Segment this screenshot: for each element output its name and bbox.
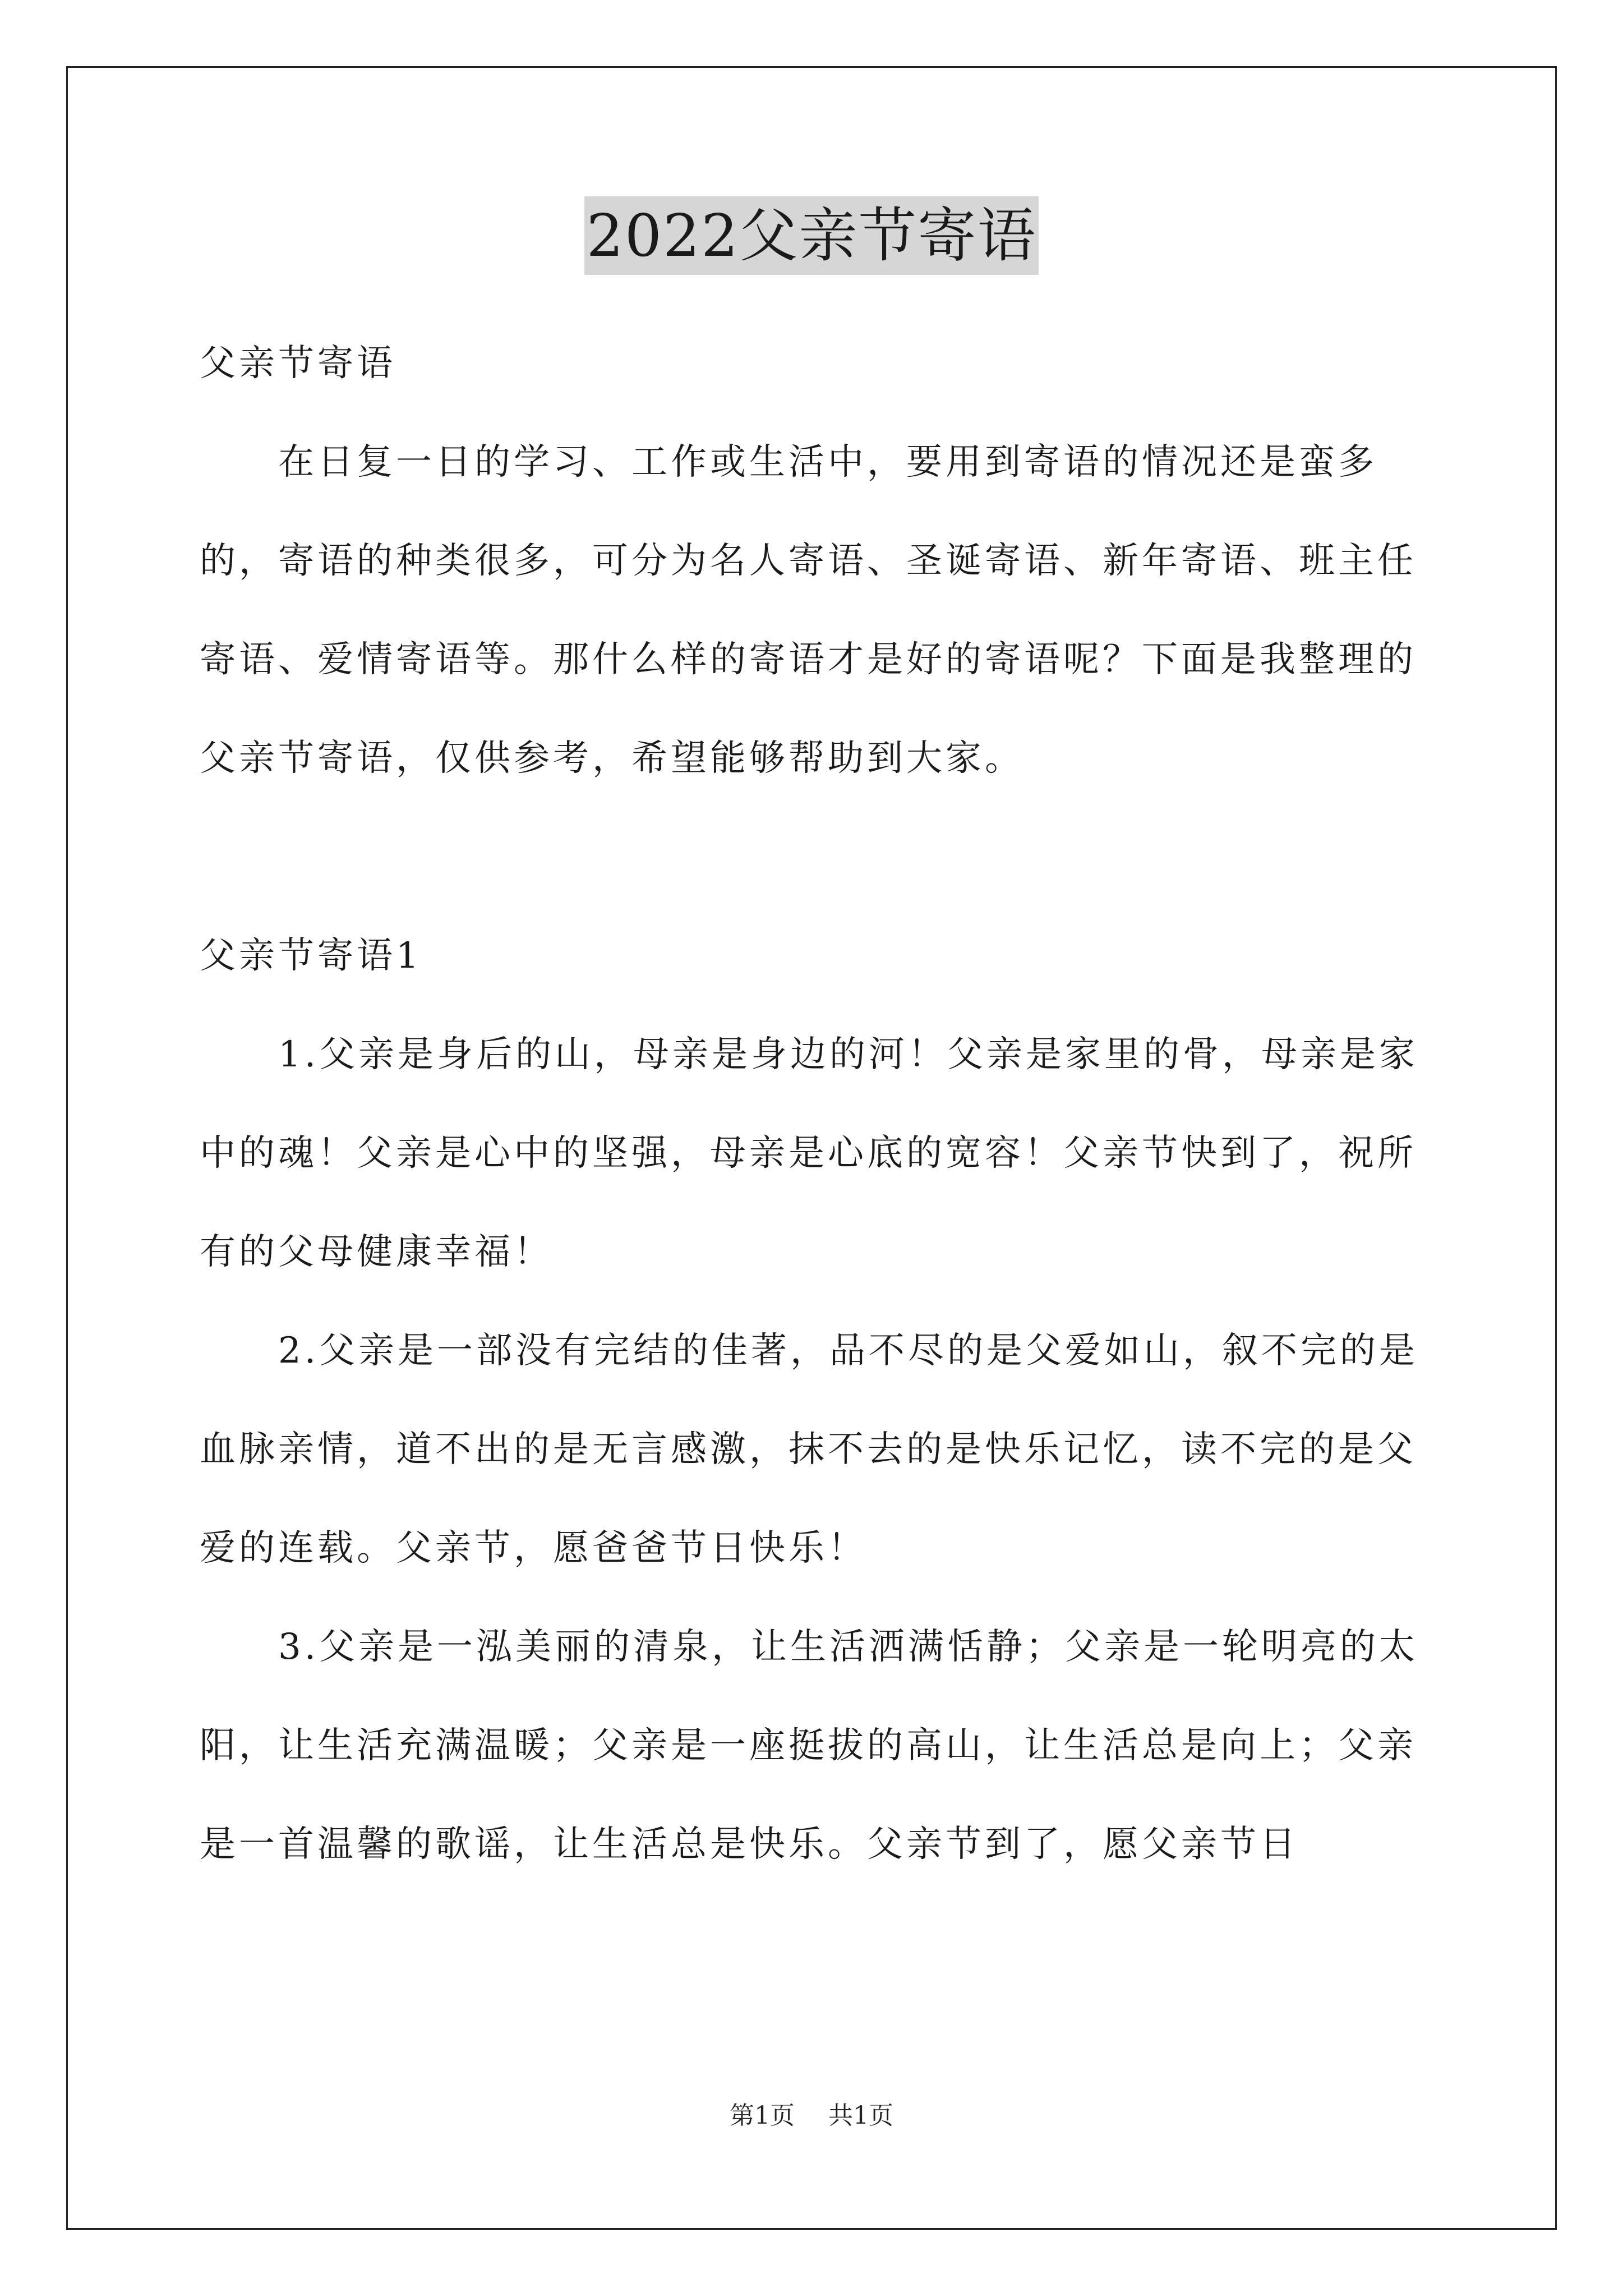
document-title: 2022父亲节寄语 bbox=[584, 196, 1039, 275]
intro-heading: 父亲节寄语 bbox=[200, 343, 396, 384]
message-item-1: 1.父亲是身后的山，母亲是身边的河！父亲是家里的骨，母亲是家中的魂！父亲是心中的坚强，母亲是心底的宽容！父亲节快到了，祝所有的父母健康幸福！ bbox=[200, 1034, 1419, 1273]
message-item-2: 2.父亲是一部没有完结的佳著，品不尽的是父爱如山，叙不完的是血脉亲情，道不出的是无言感激，抹不去的是快乐记忆，读不完的是父爱的连载。父亲节，愿爸爸节日快乐！ bbox=[200, 1330, 1419, 1569]
intro-paragraph: 在日复一日的学习、工作或生活中，要用到寄语的情况还是蛮多的，寄语的种类很多，可分为名人寄语、圣诞寄语、新年寄语、班主任寄语、爱情寄语等。那什么样的寄语才是好的寄语呢？下面是我整理的父亲节寄语，仅供参考，希望能够帮助到大家。 bbox=[200, 441, 1417, 779]
message-item-3: 3.父亲是一泓美丽的清泉，让生活洒满恬静；父亲是一轮明亮的太阳，让生活充满温暖；父亲是一座挺拔的高山，让生活总是向上；父亲是一首温馨的歌谣，让生活总是快乐。父亲节到了，愿父亲节日 bbox=[200, 1626, 1419, 1865]
document-body bbox=[200, 314, 1433, 1894]
section1-heading: 父亲节寄语1 bbox=[200, 935, 422, 977]
page-number: 第1页 bbox=[730, 2101, 795, 2130]
blank-line bbox=[200, 808, 1433, 907]
page-total: 共1页 bbox=[828, 2101, 893, 2130]
title-container bbox=[0, 196, 1623, 275]
page-footer bbox=[0, 2099, 1623, 2133]
